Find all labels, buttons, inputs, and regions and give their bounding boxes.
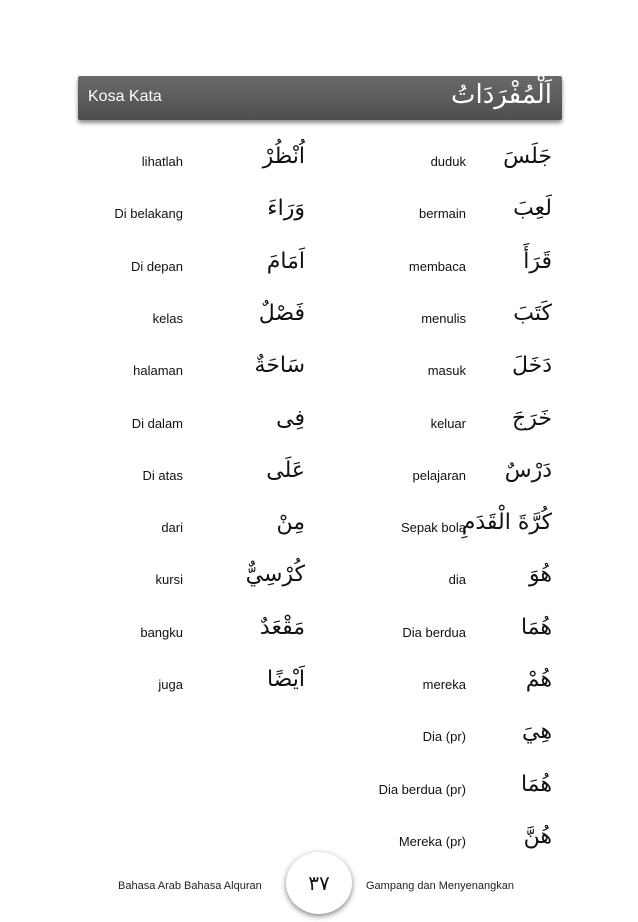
vocab-arabic-word: هِيَ [522, 719, 552, 745]
page-number-badge [286, 852, 352, 914]
vocab-arabic-word: عَلَى [266, 457, 305, 483]
vocab-meaning: Dia berdua (pr) [378, 781, 466, 797]
vocab-arabic-word: اَيْضًا [266, 667, 305, 692]
vocab-arabic-word: خَرَجَ [512, 405, 552, 431]
vocab-arabic-word: كُرَّةَ الْقَدَمِ [461, 510, 552, 536]
vocab-arabic-word: هُنَّ [523, 823, 552, 849]
vocab-meaning: membaca [408, 258, 466, 274]
vocab-meaning: masuk [427, 363, 466, 379]
vocab-arabic-word: فِى [276, 405, 305, 431]
vocab-arabic-word: اُنْظُرْ [262, 144, 305, 169]
vocab-arabic-word: دَرْسٌ [504, 457, 552, 483]
vocab-arabic-word: هُوَ [529, 562, 552, 588]
vocab-arabic-word: جَلَسَ [503, 144, 552, 169]
vocab-arabic-word: هُمَا [520, 771, 552, 797]
vocab-meaning: duduk [430, 154, 466, 169]
vocab-arabic-word: مِنْ [276, 510, 305, 536]
vocab-meaning: bangku [140, 624, 183, 640]
vocab-meaning: Di atas [142, 467, 183, 483]
vocab-arabic-word: كَتَبَ [513, 300, 552, 326]
vocab-arabic-word: كُرْسِيٌّ [245, 562, 305, 588]
vocab-arabic-word: فَصْلٌ [258, 300, 305, 326]
vocab-meaning: Sepak bola [400, 520, 466, 536]
vocab-meaning: Dia berdua [402, 624, 466, 640]
vocab-meaning: bermain [419, 206, 466, 222]
vocab-arabic-word: سَاحَةٌ [254, 353, 305, 379]
vocab-meaning: Dia (pr) [422, 729, 466, 745]
section-title: Kosa Kata [88, 88, 162, 105]
vocab-arabic-word: هُمْ [525, 667, 552, 692]
vocab-meaning: kursi [155, 572, 183, 588]
vocab-meaning: dari [161, 520, 183, 536]
vocab-meaning: pelajaran [412, 467, 466, 483]
footer-right-text: Gampang dan Menyenangkan [366, 880, 514, 892]
page-number: ٣٧ [308, 871, 330, 895]
vocab-meaning: kelas [152, 310, 183, 326]
vocab-arabic-word: لَعِبَ [513, 196, 552, 222]
vocab-arabic-word: اَمَامَ [266, 248, 305, 274]
vocab-arabic-word: وَرَاءَ [267, 196, 305, 222]
vocab-arabic-word: مَقْعَدٌ [259, 614, 305, 640]
vocab-meaning: juga [158, 677, 183, 692]
section-header [78, 76, 562, 120]
section-title-arabic: اَلْمُفْرَدَاتُ [451, 80, 552, 110]
vocab-arabic-word: هُمَا [520, 614, 552, 640]
vocab-meaning: Mereka (pr) [398, 833, 466, 849]
vocab-meaning: Di depan [130, 258, 183, 274]
footer-left-text: Bahasa Arab Bahasa Alquran [118, 880, 262, 892]
vocab-meaning: keluar [430, 415, 466, 431]
vocab-meaning: menulis [421, 310, 466, 326]
vocab-meaning: dia [448, 572, 466, 588]
vocab-meaning: mereka [422, 677, 466, 692]
vocab-arabic-word: قَرَأَ [523, 248, 552, 274]
vocab-meaning: Di belakang [114, 206, 183, 222]
vocab-meaning: halaman [133, 363, 183, 379]
vocab-meaning: Di dalam [131, 415, 183, 431]
vocab-arabic-word: دَخَلَ [511, 353, 552, 379]
vocab-meaning: lihatlah [141, 154, 183, 169]
